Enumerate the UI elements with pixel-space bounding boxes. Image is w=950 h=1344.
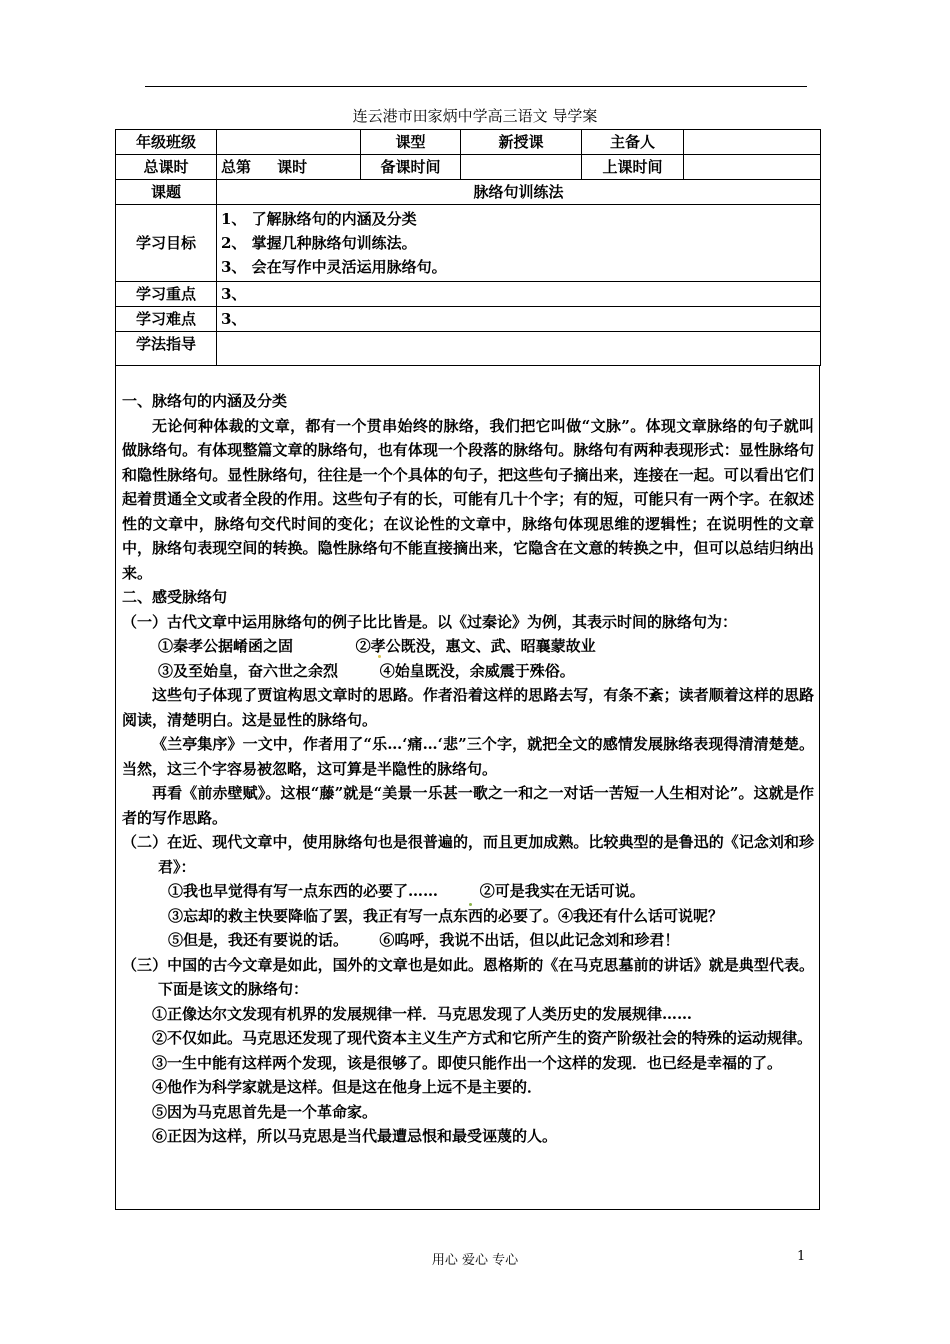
page-footer: 用心 爱心 专心 — [431, 1253, 519, 1268]
marx-line: ③一生中能有这样两个发现，该是很够了。即使只能作出一个这样的发现．也已经是幸福的了。 — [152, 1053, 783, 1072]
document-header: 连云港市田家炳中学高三语文 导学案 — [352, 107, 598, 125]
marx-line: ④他作为科学家就是这样。但是这在他身上远不是主要的． — [152, 1078, 543, 1096]
stray-mark-dot — [378, 655, 381, 658]
paragraph-chibi: 再看《前赤壁赋》。这根“藤”就是“美景一乐甚一歌之一和之一对话一苦短一人生相对论”。这就是作者的写作思路。 — [122, 784, 814, 827]
page-number: 1 — [797, 1249, 806, 1264]
marx-line: ①正像达尔文发现有机界的发展规律一样．马克思发现了人类历史的发展规律…… — [152, 1004, 693, 1023]
class-time-label: 上课时间 — [582, 155, 684, 180]
example-line: ③及至始皇，奋六世之余烈 ④始皇既没，余威震于殊俗。 — [158, 661, 575, 680]
subsection-modern: （二）在近、现代文章中，使用脉络句也是很普遍的，而且更加成熟。比较典型的是鲁迅的《记念刘和珍君》： — [122, 833, 814, 876]
example-line: ①我也早觉得有写一点东西的必要了…… ②可是我实在无话可说。 — [168, 882, 645, 900]
topic-value: 脉络句训练法 — [217, 180, 821, 205]
difficulty-label: 学习难点 — [116, 307, 217, 332]
marx-line: ②不仅如此。马克思还发现了现代资本主义生产方式和它所产生的资产阶级社会的特殊的运动规律。 — [152, 1029, 813, 1047]
main-content — [122, 389, 814, 1149]
paragraph-jiayi: 这些句子体现了贾谊构思文章时的思路。作者沿着这样的思路去写，有条不紊；读者顺着这样的思路阅读，清楚明白。这是显性的脉络句。 — [122, 686, 814, 729]
marx-line: ⑤因为马克思首先是一个革命家。 — [152, 1102, 378, 1121]
section-heading-1: 一、脉络句的内涵及分类 — [122, 392, 288, 410]
lesson-info-table — [115, 129, 821, 366]
class-time-value — [684, 155, 821, 180]
type-label: 课型 — [361, 130, 461, 155]
total-hours-value: 总第 课时 — [217, 155, 361, 180]
focus-label: 学习重点 — [116, 282, 217, 307]
preparer-label: 主备人 — [582, 130, 684, 155]
paragraph-lanting: 《兰亭集序》一文中，作者用了“乐…‘痛…‘悲”三个字，就把全文的感情发展脉络表现得清清楚楚。当然，这三个字容易被忽略，这可算是半隐性的脉络句。 — [122, 735, 814, 778]
subsection-ancient: （一）古代文章中运用脉络句的例子比比皆是。以《过秦论》为例，其表示时间的脉络句为： — [122, 612, 738, 631]
total-hours-label: 总课时 — [116, 155, 217, 180]
grade-value — [217, 130, 361, 155]
difficulty-value: 3、 — [217, 307, 821, 332]
type-value: 新授课 — [461, 130, 582, 155]
subsection-foreign: （三）中国的古今文章是如此，国外的文章也是如此。恩格斯的《在马克思墓前的讲话》就是典型代表。下面是该文的脉络句： — [122, 955, 814, 998]
stray-mark-dot — [469, 903, 472, 906]
goal-item: 1、 了解脉络句的内涵及分类 — [221, 210, 417, 228]
goals-label: 学习目标 — [116, 205, 217, 282]
example-line: ⑤但是，我还有要说的话。 ⑥呜呼，我说不出话，但以此记念刘和珍君！ — [168, 931, 680, 949]
preparer-value — [684, 130, 821, 155]
section-heading-2: 二、感受脉络句 — [122, 588, 228, 606]
focus-value: 3、 — [217, 282, 821, 307]
content-box — [115, 365, 820, 1210]
method-value — [217, 332, 821, 366]
goals-list — [217, 205, 821, 282]
method-label: 学法指导 — [116, 332, 217, 366]
goal-item: 2、 掌握几种脉络句训练法。 — [221, 234, 417, 252]
header-rule — [145, 86, 807, 87]
goal-item: 3、 会在写作中灵活运用脉络句。 — [221, 258, 447, 276]
paragraph-definition: 无论何种体裁的文章，都有一个贯串始终的脉络，我们把它叫做“文脉”。体现文章脉络的句子就叫做脉络句。有体现整篇文章的脉络句，也有体现一个段落的脉络句。脉络句有两种表现形式：显性脉络句和隐性脉络句。显性脉络句，往往是一个个具体的句子，把这些句子摘出来，连接在一起。可以看出它们起着贯通全文或者全段的作用。这些句子有的长，可能有几十个字；有的短，可能只有一两个字。在叙述性的文章中，脉络句交代时间的变化；在议论性的文章中，脉络句体现思维的逻辑性；在说明性的文章中，脉络句表现空间的转换。隐性脉络句不能直接摘出来，它隐含在文意的转换之中，但可以总结归纳出来。 — [122, 416, 814, 582]
example-line: ①秦孝公据崤函之固 ②孝公既没，惠文、武、昭襄蒙故业 — [158, 637, 596, 655]
example-line: ③忘却的救主快要降临了罢，我正有写一点东西的必要了。④我还有什么话可说呢？ — [168, 906, 724, 925]
marx-line: ⑥正因为这样，所以马克思是当代最遭忌恨和最受诬蔑的人。 — [152, 1127, 558, 1145]
prep-time-value — [461, 155, 582, 180]
prep-time-label: 备课时间 — [361, 155, 461, 180]
topic-label: 课题 — [116, 180, 217, 205]
grade-label: 年级班级 — [116, 130, 217, 155]
